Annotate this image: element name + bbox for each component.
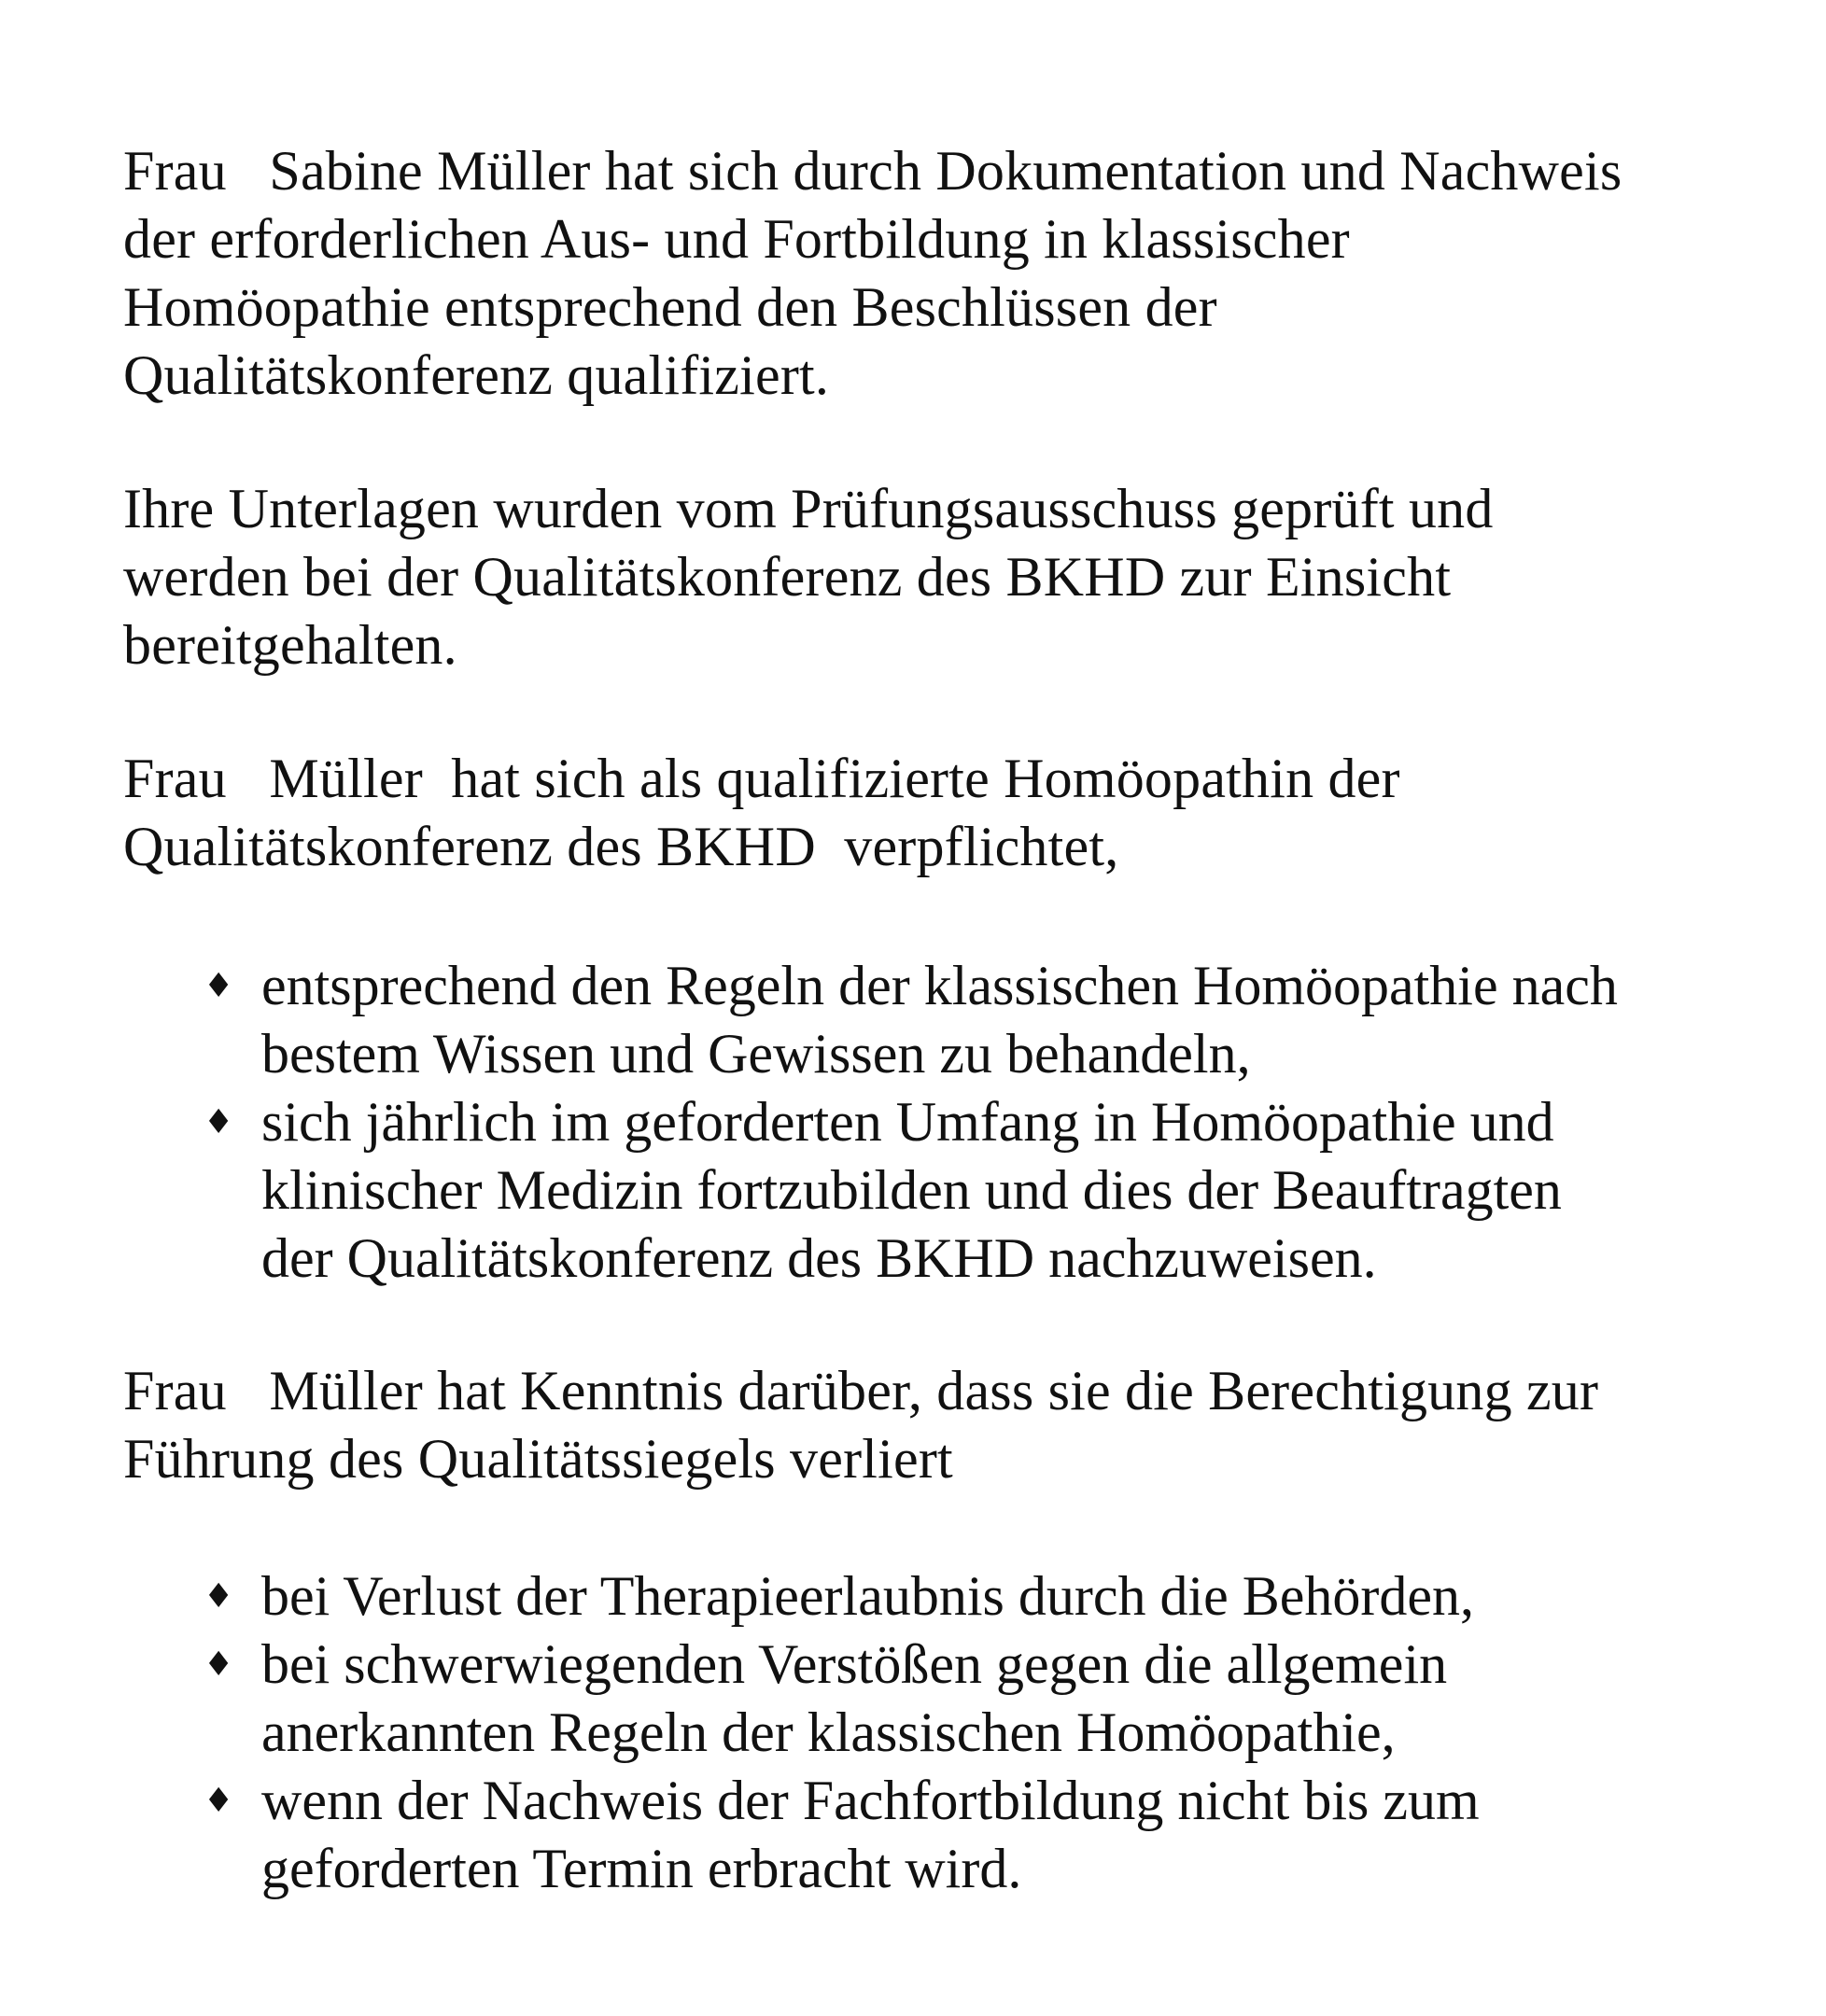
text-line: Führung des Qualitätssiegels verliert xyxy=(123,1428,953,1490)
paragraph-obligations-intro xyxy=(123,745,1804,881)
diamond-bullet-icon: ♦ xyxy=(204,967,234,1005)
text-line: Ihre Unterlagen wurden vom Prüfungsausschuss geprüft und xyxy=(123,478,1494,539)
text-line: anerkannten Regeln der klassischen Homöopathie, xyxy=(261,1701,1396,1763)
diamond-bullet-icon: ♦ xyxy=(204,1103,234,1141)
text-line: entsprechend den Regeln der klassischen Homöopathie nach xyxy=(261,955,1618,1016)
list-item xyxy=(204,1088,1809,1293)
list-item xyxy=(204,1767,1809,1903)
diamond-bullet-icon: ♦ xyxy=(204,1782,234,1820)
paragraph-revocation-intro xyxy=(123,1357,1804,1493)
text-line: sich jährlich im geforderten Umfang in Homöopathie und xyxy=(261,1091,1554,1153)
paragraph-documents-reviewed xyxy=(123,475,1804,679)
text-line: wenn der Nachweis der Fachfortbildung nicht bis zum xyxy=(261,1770,1480,1831)
text-line: bei schwerwiegenden Verstößen gegen die allgemein xyxy=(261,1633,1448,1695)
diamond-bullet-icon: ♦ xyxy=(204,1645,234,1684)
obligations-list xyxy=(204,952,1809,1293)
text-line: bereitgehalten. xyxy=(123,614,457,676)
text-line: klinischer Medizin fortzubilden und dies der Beauftragten xyxy=(261,1159,1562,1221)
text-line: geforderten Termin erbracht wird. xyxy=(261,1838,1022,1899)
list-item xyxy=(204,952,1809,1088)
text-line: werden bei der Qualitätskonferenz des BKHD zur Einsicht xyxy=(123,546,1452,608)
text-line: Frau Müller hat Kenntnis darüber, dass sie die Berechtigung zur xyxy=(123,1360,1599,1421)
diamond-bullet-icon: ♦ xyxy=(204,1577,234,1616)
paragraph-qualification xyxy=(123,137,1804,410)
revocation-conditions-list xyxy=(204,1562,1809,1903)
text-line: Homöopathie entsprechend den Beschlüssen der xyxy=(123,276,1217,338)
text-line: Frau Sabine Müller hat sich durch Dokumentation und Nachweis xyxy=(123,140,1622,202)
text-line: bestem Wissen und Gewissen zu behandeln, xyxy=(261,1023,1251,1085)
text-line: Frau Müller hat sich als qualifizierte Homöopathin der xyxy=(123,748,1400,809)
list-item xyxy=(204,1631,1809,1767)
text-line: der erforderlichen Aus- und Fortbildung in klassischer xyxy=(123,208,1350,270)
text-line: bei Verlust der Therapieerlaubnis durch die Behörden, xyxy=(261,1565,1475,1627)
text-line: Qualitätskonferenz qualifiziert. xyxy=(123,344,830,406)
text-line: Qualitätskonferenz des BKHD verpflichtet, xyxy=(123,816,1119,877)
text-line: der Qualitätskonferenz des BKHD nachzuweisen. xyxy=(261,1227,1377,1289)
list-item xyxy=(204,1562,1809,1631)
